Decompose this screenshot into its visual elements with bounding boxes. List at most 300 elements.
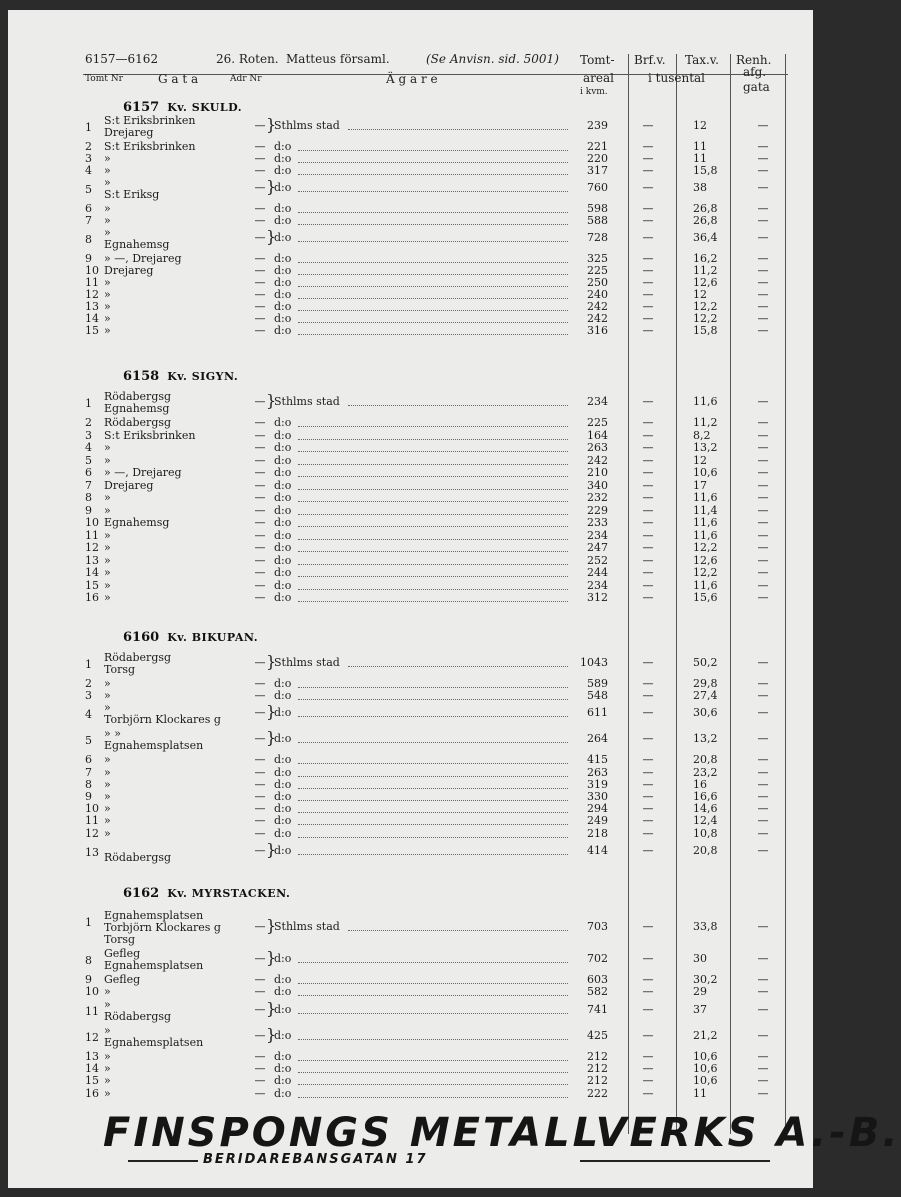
street-name: Rödabergsg — [104, 1009, 172, 1023]
renh-value: — — [757, 202, 769, 215]
col-brf: Brf.v. — [634, 53, 666, 67]
street-name: » — [104, 1061, 111, 1075]
brf-value: — — [642, 541, 654, 554]
owner-name: d:o — [274, 952, 292, 965]
adr-dash: — — [254, 920, 266, 933]
street-name: Drejareg — [104, 264, 154, 277]
tax-value: 12 — [693, 453, 707, 467]
leader-dots — [298, 763, 568, 764]
property-row — [8, 529, 813, 541]
renh-value: — — [757, 516, 769, 529]
area-value: 250 — [587, 276, 608, 289]
adr-dash: — — [254, 578, 266, 592]
renh-value: — — [757, 553, 769, 567]
street-name: » — [104, 591, 111, 604]
tax-value: 8,2 — [693, 428, 711, 442]
leader-dots — [298, 800, 568, 801]
leader-dots — [298, 589, 568, 590]
tax-value: 26,8 — [693, 202, 718, 215]
tomt-number: 7 — [85, 214, 92, 227]
brf-value: — — [642, 528, 654, 542]
owner-name: Sthlms stad — [274, 920, 340, 933]
street-name: Gefleg — [104, 947, 141, 960]
street-name: » — [104, 276, 111, 289]
property-row — [8, 1062, 813, 1074]
tomt-number: 16 — [85, 591, 99, 604]
tomt-number: 13 — [85, 845, 99, 859]
brf-value: — — [642, 395, 654, 408]
tomt-number: 11 — [85, 276, 99, 289]
owner-name: d:o — [274, 478, 292, 492]
street-name: Egnahemsplatsen — [104, 1035, 204, 1049]
adr-dash: — — [254, 732, 266, 746]
block-title — [123, 100, 242, 115]
renh-value: — — [757, 264, 769, 277]
adr-dash: — — [254, 214, 266, 227]
col-adr-nr: Adr Nr — [230, 74, 262, 84]
leader-dots — [298, 699, 568, 700]
adr-dash: — — [254, 1061, 266, 1075]
adr-dash: — — [254, 814, 266, 828]
property-row — [8, 554, 813, 566]
brf-value: — — [642, 952, 654, 965]
tomt-number: 7 — [85, 765, 92, 779]
tomt-number: 1 — [85, 658, 92, 671]
tomt-number: 13 — [85, 553, 99, 567]
adr-dash: — — [254, 843, 266, 857]
footer-rule-right — [580, 1160, 770, 1162]
street-name: » — [104, 765, 111, 779]
leader-dots — [298, 1072, 568, 1073]
street-name: Egnahemsplatsen — [104, 909, 204, 922]
owner-name: d:o — [274, 790, 292, 803]
leader-dots — [298, 150, 568, 151]
area-value: 760 — [587, 181, 608, 194]
adr-dash: — — [254, 276, 266, 289]
col-tomt-nr: Tomt Nr — [85, 74, 123, 84]
renh-value: — — [757, 453, 769, 467]
tax-value: 30 — [693, 952, 707, 965]
tomt-number: 6 — [85, 753, 92, 767]
adr-dash: — — [254, 553, 266, 567]
brf-value: — — [642, 324, 654, 337]
adr-dash: — — [254, 656, 266, 669]
owner-name: d:o — [274, 777, 292, 791]
area-value: 294 — [587, 802, 608, 816]
owner-name: d:o — [274, 541, 292, 554]
area-value: 212 — [587, 1061, 608, 1075]
street-name: » — [104, 826, 111, 840]
renh-value: — — [757, 491, 769, 504]
renh-value: — — [757, 466, 769, 479]
brf-value: — — [642, 553, 654, 567]
tomt-number: 4 — [85, 708, 92, 722]
tomt-number: 4 — [85, 441, 92, 454]
col-afg: afg. — [743, 65, 767, 79]
adr-dash: — — [254, 973, 266, 986]
adr-dash: — — [254, 181, 266, 194]
street-name: » — [104, 152, 111, 165]
owner-name: d:o — [274, 264, 292, 277]
area-value: 218 — [587, 826, 608, 840]
leader-dots — [298, 776, 568, 777]
brf-value: — — [642, 985, 654, 999]
tax-value: 12 — [693, 288, 707, 301]
tax-value: 30,6 — [693, 706, 718, 720]
brace: } — [266, 998, 277, 1018]
property-row — [8, 176, 813, 200]
adr-dash: — — [254, 516, 266, 529]
brf-value: — — [642, 428, 654, 442]
leader-dots — [298, 854, 568, 855]
street-name: Torbjörn Klockares g — [104, 921, 221, 934]
property-row — [8, 252, 813, 264]
street-name: » — [104, 997, 111, 1011]
leader-dots — [298, 1039, 568, 1040]
renh-value: — — [757, 985, 769, 999]
owner-name: d:o — [274, 843, 292, 857]
leader-dots — [298, 262, 568, 263]
tomt-number: 6 — [85, 466, 92, 479]
brf-value: — — [642, 777, 654, 791]
property-row — [8, 947, 813, 971]
tomt-number: 3 — [85, 428, 92, 442]
block-number: 6158 — [123, 369, 160, 384]
tax-value: 11,2 — [693, 416, 718, 429]
brf-value: — — [642, 441, 654, 454]
adr-dash: — — [254, 428, 266, 442]
area-value: 220 — [587, 152, 608, 165]
area-value: 425 — [587, 1028, 608, 1042]
street-name: Gefleg — [104, 973, 141, 986]
block-name: Kv. SKULD. — [167, 101, 243, 114]
renh-value: — — [757, 428, 769, 442]
renh-value: — — [757, 578, 769, 592]
street-name: Rödabergsg — [104, 390, 172, 403]
renh-value: — — [757, 395, 769, 408]
property-row — [8, 753, 813, 765]
col-tax: Tax.v. — [685, 53, 719, 67]
tax-value: 11 — [693, 140, 707, 153]
street-name: Rödabergsg — [104, 850, 172, 864]
area-value: 252 — [587, 553, 608, 567]
street-name: S:t Eriksbrinken — [104, 114, 196, 127]
tax-value: 11,6 — [693, 528, 718, 542]
tomt-number: 2 — [85, 140, 92, 153]
company-name: FINSPONGS METALLVERKS A.-B. — [103, 1110, 901, 1156]
area-value: 249 — [587, 814, 608, 828]
owner-name: d:o — [274, 1002, 292, 1016]
tomt-number: 5 — [85, 734, 92, 748]
street-name: » — [104, 491, 111, 504]
tax-value: 10,6 — [693, 1049, 718, 1063]
brf-value: — — [642, 753, 654, 767]
area-value: 264 — [587, 732, 608, 746]
property-row — [8, 479, 813, 491]
leader-dots — [348, 405, 568, 406]
brf-value: — — [642, 416, 654, 429]
street-name: » — [104, 566, 111, 579]
owner-name: d:o — [274, 753, 292, 767]
area-value: 212 — [587, 1049, 608, 1063]
renh-value: — — [757, 181, 769, 194]
street-name: » — [104, 164, 111, 177]
area-value: 234 — [587, 528, 608, 542]
street-name: S:t Eriksbrinken — [104, 428, 196, 442]
renh-value: — — [757, 416, 769, 429]
adr-dash: — — [254, 528, 266, 542]
adr-dash: — — [254, 300, 266, 313]
leader-dots — [348, 930, 568, 931]
street-name: Egnahemsplatsen — [104, 959, 204, 972]
tax-value: 11,6 — [693, 491, 718, 504]
col-tomt: Tomt- — [580, 53, 615, 67]
street-name: Rödabergsg — [104, 416, 172, 429]
tomt-number: 5 — [85, 183, 92, 196]
leader-dots — [298, 224, 568, 225]
page-range: 6157—6162 — [85, 52, 159, 66]
tomt-number: 9 — [85, 503, 92, 517]
tax-value: 16 — [693, 777, 707, 791]
renh-value: — — [757, 656, 769, 669]
leader-dots — [298, 514, 568, 515]
tomt-number: 3 — [85, 689, 92, 703]
owner-name: d:o — [274, 732, 292, 746]
adr-dash: — — [254, 503, 266, 517]
owner-name: d:o — [274, 1028, 292, 1042]
tomt-number: 14 — [85, 1061, 99, 1075]
renh-value: — — [757, 541, 769, 554]
property-row — [8, 214, 813, 226]
renh-value: — — [757, 1086, 769, 1100]
street-name: » — [104, 1049, 111, 1063]
tomt-number: 8 — [85, 954, 92, 967]
owner-name: d:o — [274, 214, 292, 227]
brf-value: — — [642, 814, 654, 828]
owner-name: d:o — [274, 566, 292, 579]
property-row — [8, 491, 813, 503]
renh-value: — — [757, 1049, 769, 1063]
owner-name: d:o — [274, 312, 292, 325]
property-row — [8, 973, 813, 985]
renh-value: — — [757, 312, 769, 325]
reference-note: (Se Anvisn. sid. 5001) — [426, 52, 559, 66]
brf-value: — — [642, 765, 654, 779]
brf-value: — — [642, 231, 654, 244]
brf-value: — — [642, 152, 654, 165]
street-name: » — [104, 176, 111, 189]
brf-value: — — [642, 677, 654, 690]
tax-value: 12,2 — [693, 312, 718, 325]
adr-dash: — — [254, 753, 266, 767]
tax-value: 10,8 — [693, 826, 718, 840]
tax-value: 12,2 — [693, 300, 718, 313]
renh-value: — — [757, 231, 769, 244]
renh-value: — — [757, 920, 769, 933]
tax-value: 15,6 — [693, 591, 718, 604]
block-number: 6157 — [123, 100, 160, 115]
tomt-number: 8 — [85, 491, 92, 504]
owner-name: d:o — [274, 528, 292, 542]
brf-value: — — [642, 164, 654, 177]
brf-value: — — [642, 1002, 654, 1016]
leader-dots — [298, 687, 568, 688]
owner-name: d:o — [274, 416, 292, 429]
renh-value: — — [757, 503, 769, 517]
street-name: » — [104, 541, 111, 554]
renh-value: — — [757, 777, 769, 791]
owner-name: d:o — [274, 765, 292, 779]
tax-value: 20,8 — [693, 843, 718, 857]
leader-dots — [298, 526, 568, 527]
property-row — [8, 264, 813, 276]
renh-value: — — [757, 1061, 769, 1075]
area-value: 233 — [587, 516, 608, 529]
area-value: 611 — [587, 706, 608, 720]
owner-name: d:o — [274, 252, 292, 265]
adr-dash: — — [254, 826, 266, 840]
property-row — [8, 276, 813, 288]
property-row — [8, 1087, 813, 1099]
tax-value: 11,6 — [693, 395, 718, 408]
owner-name: Sthlms stad — [274, 656, 340, 669]
area-value: 414 — [587, 843, 608, 857]
leader-dots — [298, 174, 568, 175]
tomt-number: 9 — [85, 973, 92, 986]
street-name: Rödabergsg — [104, 651, 172, 664]
leader-dots — [298, 489, 568, 490]
street-name: » —, Drejareg — [104, 466, 182, 479]
owner-name: d:o — [274, 1049, 292, 1063]
tax-value: 29 — [693, 985, 707, 999]
adr-dash: — — [254, 1049, 266, 1063]
street-name: » — [104, 985, 111, 999]
parish-label: Matteus församl. — [286, 52, 390, 66]
tomt-number: 12 — [85, 288, 99, 301]
leader-dots — [298, 286, 568, 287]
street-name: » — [104, 324, 111, 337]
tomt-number: 11 — [85, 814, 99, 828]
street-name: » » — [104, 727, 121, 741]
property-row — [8, 164, 813, 176]
tax-value: 17 — [693, 478, 707, 492]
owner-name: d:o — [274, 553, 292, 567]
renh-value: — — [757, 140, 769, 153]
area-value: 225 — [587, 264, 608, 277]
brf-value: — — [642, 920, 654, 933]
area-value: 703 — [587, 920, 608, 933]
block-name: Kv. SIGYN. — [167, 370, 239, 383]
property-row — [8, 701, 813, 725]
area-value: 210 — [587, 466, 608, 479]
street-name: » — [104, 300, 111, 313]
col-agare: Ä g a r e — [386, 72, 438, 86]
owner-name: d:o — [274, 491, 292, 504]
area-value: 263 — [587, 441, 608, 454]
tomt-number: 4 — [85, 164, 92, 177]
owner-name: d:o — [274, 202, 292, 215]
property-row — [8, 778, 813, 790]
brf-value: — — [642, 478, 654, 492]
area-value: 242 — [587, 312, 608, 325]
company-address: BERIDAREBANSGATAN 17 — [203, 1152, 428, 1167]
area-value: 242 — [587, 453, 608, 467]
renh-value: — — [757, 119, 769, 132]
renh-value: — — [757, 441, 769, 454]
tax-value: 12,6 — [693, 553, 718, 567]
leader-dots — [298, 426, 568, 427]
property-row — [8, 152, 813, 164]
block-name: Kv. BIKUPAN. — [167, 631, 259, 644]
leader-dots — [298, 298, 568, 299]
property-row — [8, 324, 813, 336]
property-row — [8, 677, 813, 689]
property-row — [8, 814, 813, 826]
renh-value: — — [757, 973, 769, 986]
area-value: 728 — [587, 231, 608, 244]
area-value: 1043 — [580, 656, 608, 669]
adr-dash: — — [254, 312, 266, 325]
brf-value: — — [642, 453, 654, 467]
area-value: 741 — [587, 1002, 608, 1016]
area-value: 325 — [587, 252, 608, 265]
tax-value: 11,6 — [693, 516, 718, 529]
tomt-number: 8 — [85, 777, 92, 791]
street-name: » — [104, 802, 111, 816]
area-value: 589 — [587, 677, 608, 690]
renh-value: — — [757, 300, 769, 313]
leader-dots — [298, 322, 568, 323]
leader-dots — [298, 601, 568, 602]
leader-dots — [298, 983, 568, 984]
brf-value: — — [642, 826, 654, 840]
tomt-number: 3 — [85, 152, 92, 165]
street-name: Torsg — [104, 663, 136, 676]
area-value: 582 — [587, 985, 608, 999]
brf-value: — — [642, 973, 654, 986]
brf-value: — — [642, 300, 654, 313]
renh-value: — — [757, 843, 769, 857]
property-row — [8, 416, 813, 428]
street-name: Egnahemsg — [104, 516, 170, 529]
tomt-number: 12 — [85, 826, 99, 840]
area-value: 221 — [587, 140, 608, 153]
tomt-number: 10 — [85, 985, 99, 999]
tax-value: 10,6 — [693, 1061, 718, 1075]
leader-dots — [298, 1084, 568, 1085]
adr-dash: — — [254, 441, 266, 454]
property-row — [8, 1024, 813, 1048]
leader-dots — [298, 812, 568, 813]
adr-dash: — — [254, 1028, 266, 1042]
tomt-number: 11 — [85, 528, 99, 542]
leader-dots — [298, 576, 568, 577]
property-row — [8, 300, 813, 312]
leader-dots — [298, 1013, 568, 1014]
owner-name: Sthlms stad — [274, 119, 340, 132]
brf-value: — — [642, 491, 654, 504]
property-row — [8, 140, 813, 152]
leader-dots — [298, 501, 568, 502]
adr-dash: — — [254, 478, 266, 492]
property-row — [8, 466, 813, 478]
tomt-number: 9 — [85, 790, 92, 803]
adr-dash: — — [254, 288, 266, 301]
brf-value: — — [642, 689, 654, 703]
property-row — [8, 288, 813, 300]
adr-dash: — — [254, 202, 266, 215]
adr-dash: — — [254, 1002, 266, 1016]
